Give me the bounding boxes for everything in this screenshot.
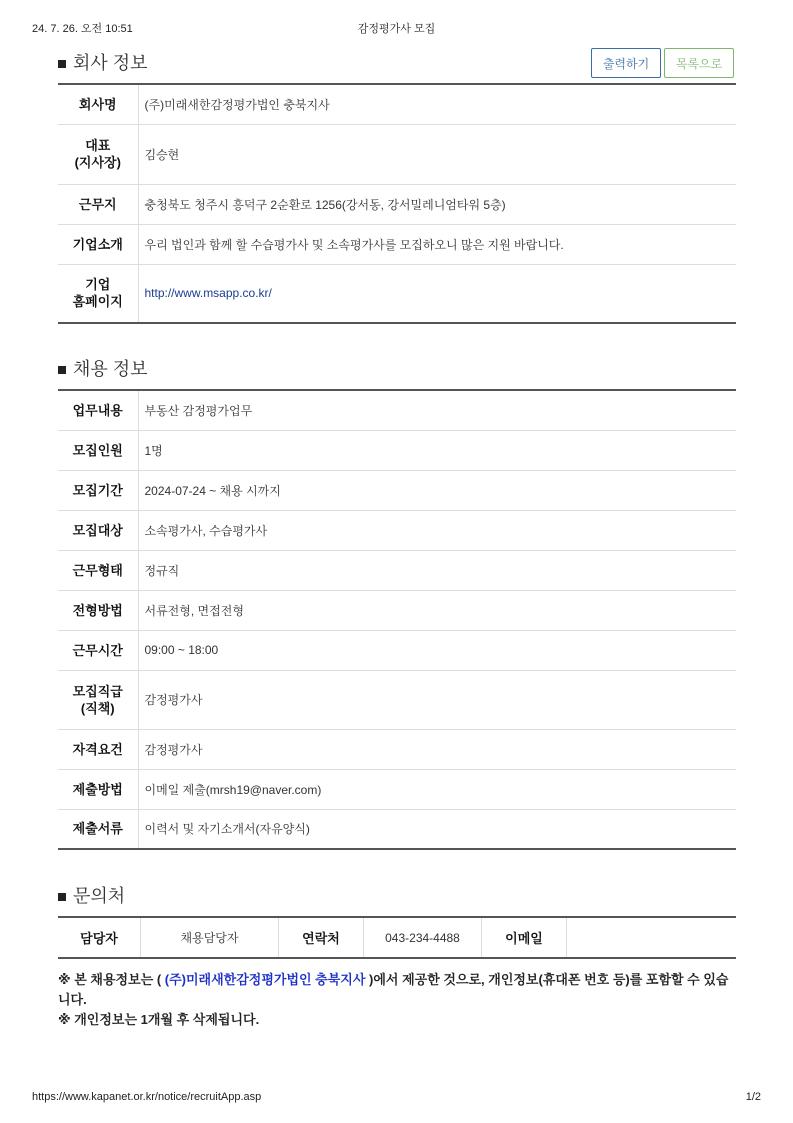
representative-name: 김승현 <box>138 124 736 184</box>
table-row <box>58 590 736 630</box>
row-label: 제출방법 <box>58 769 138 809</box>
table-row <box>58 510 736 550</box>
table-row <box>58 184 736 224</box>
company-section-title <box>58 49 148 75</box>
row-label: 근무형태 <box>58 550 138 590</box>
notice-company-name: (주)미래새한감정평가법인 충북지사 <box>164 972 366 987</box>
row-value: 정규직 <box>138 550 736 590</box>
recruit-section-title-text: 채용 정보 <box>73 359 148 379</box>
print-url: https://www.kapanet.or.kr/notice/recruitApp.asp <box>32 1091 262 1103</box>
bullet-square-icon <box>58 60 66 68</box>
work-location: 충청북도 청주시 흥덕구 2순환로 1256(강서동, 강서밀레니엄타워 5층) <box>138 184 736 224</box>
page-number: 1/2 <box>745 1091 761 1103</box>
row-label: 자격요건 <box>58 729 138 769</box>
row-value: 부동산 감정평가업무 <box>138 390 736 430</box>
table-row <box>58 124 736 184</box>
row-label: 모집기간 <box>58 470 138 510</box>
company-intro: 우리 법인과 함께 할 수습평가사 및 소속평가사를 모집하오니 많은 지원 바랍니다. <box>138 224 736 264</box>
homepage-link[interactable]: http://www.msapp.co.kr/ <box>144 286 272 301</box>
notice-line-2: ※ 개인정보는 1개월 후 삭제됩니다. <box>58 1012 260 1027</box>
table-row <box>58 670 736 729</box>
list-button[interactable]: 목록으로 <box>664 48 734 78</box>
manager-label: 담당자 <box>58 917 141 958</box>
table-row <box>58 630 736 670</box>
notice-line-1: ※ 본 채용정보는 ( (주)미래새한감정평가법인 충북지사 )에서 제공한 것으로, 개인정보(휴대폰 번호 등)를 포함할 수 있습니다. <box>58 972 729 1007</box>
row-label: 제출서류 <box>58 809 138 849</box>
row-label: 기업소개 <box>58 224 138 264</box>
row-label: 모집인원 <box>58 430 138 470</box>
contact-section-title <box>58 882 125 908</box>
table-row <box>58 809 736 849</box>
recruit-section-title <box>58 355 148 381</box>
row-label: 기업 홈페이지 <box>58 264 138 323</box>
print-datetime: 24. 7. 26. 오전 10:51 <box>32 23 133 35</box>
print-header <box>0 20 793 36</box>
manager-value: 채용담당자 <box>141 917 279 958</box>
row-value: 감정평가사 <box>138 729 736 769</box>
homepage-cell <box>138 264 736 323</box>
row-label: 모집대상 <box>58 510 138 550</box>
table-row <box>58 917 736 958</box>
company-section-title-text: 회사 정보 <box>73 53 148 73</box>
row-value: 이메일 제출(mrsh19@naver.com) <box>138 769 736 809</box>
row-label: 근무시간 <box>58 630 138 670</box>
print-title: 감정평가사 모집 <box>357 23 436 35</box>
row-label: 전형방법 <box>58 590 138 630</box>
contact-table <box>58 916 736 959</box>
table-row <box>58 550 736 590</box>
row-label: 근무지 <box>58 184 138 224</box>
company-info-table <box>58 83 736 324</box>
table-row <box>58 470 736 510</box>
row-label: 회사명 <box>58 84 138 124</box>
row-value: 서류전형, 면접전형 <box>138 590 736 630</box>
table-row <box>58 729 736 769</box>
table-row <box>58 264 736 323</box>
table-row <box>58 390 736 430</box>
email-label: 이메일 <box>482 917 567 958</box>
row-value: 09:00 ~ 18:00 <box>138 630 736 670</box>
table-row <box>58 224 736 264</box>
email-value <box>567 917 737 958</box>
bullet-square-icon <box>58 366 66 374</box>
table-row <box>58 769 736 809</box>
bullet-square-icon <box>58 893 66 901</box>
privacy-notice <box>58 970 738 1030</box>
table-row <box>58 430 736 470</box>
row-label: 업무내용 <box>58 390 138 430</box>
table-row <box>58 84 736 124</box>
company-name: (주)미래새한감정평가법인 충북지사 <box>138 84 736 124</box>
row-value: 소속평가사, 수습평가사 <box>138 510 736 550</box>
row-value: 2024-07-24 ~ 채용 시까지 <box>138 470 736 510</box>
row-value: 이력서 및 자기소개서(자유양식) <box>144 822 310 837</box>
row-label: 모집직급 (직책) <box>58 670 138 729</box>
phone-label: 연락처 <box>279 917 364 958</box>
print-button[interactable]: 출력하기 <box>591 48 661 78</box>
recruit-info-table <box>58 389 736 850</box>
row-value: 감정평가사 <box>138 670 736 729</box>
contact-section-title-text: 문의처 <box>73 886 126 906</box>
row-label: 대표 (지사장) <box>58 124 138 184</box>
row-value: 1명 <box>138 430 736 470</box>
phone-value: 043-234-4488 <box>364 917 482 958</box>
